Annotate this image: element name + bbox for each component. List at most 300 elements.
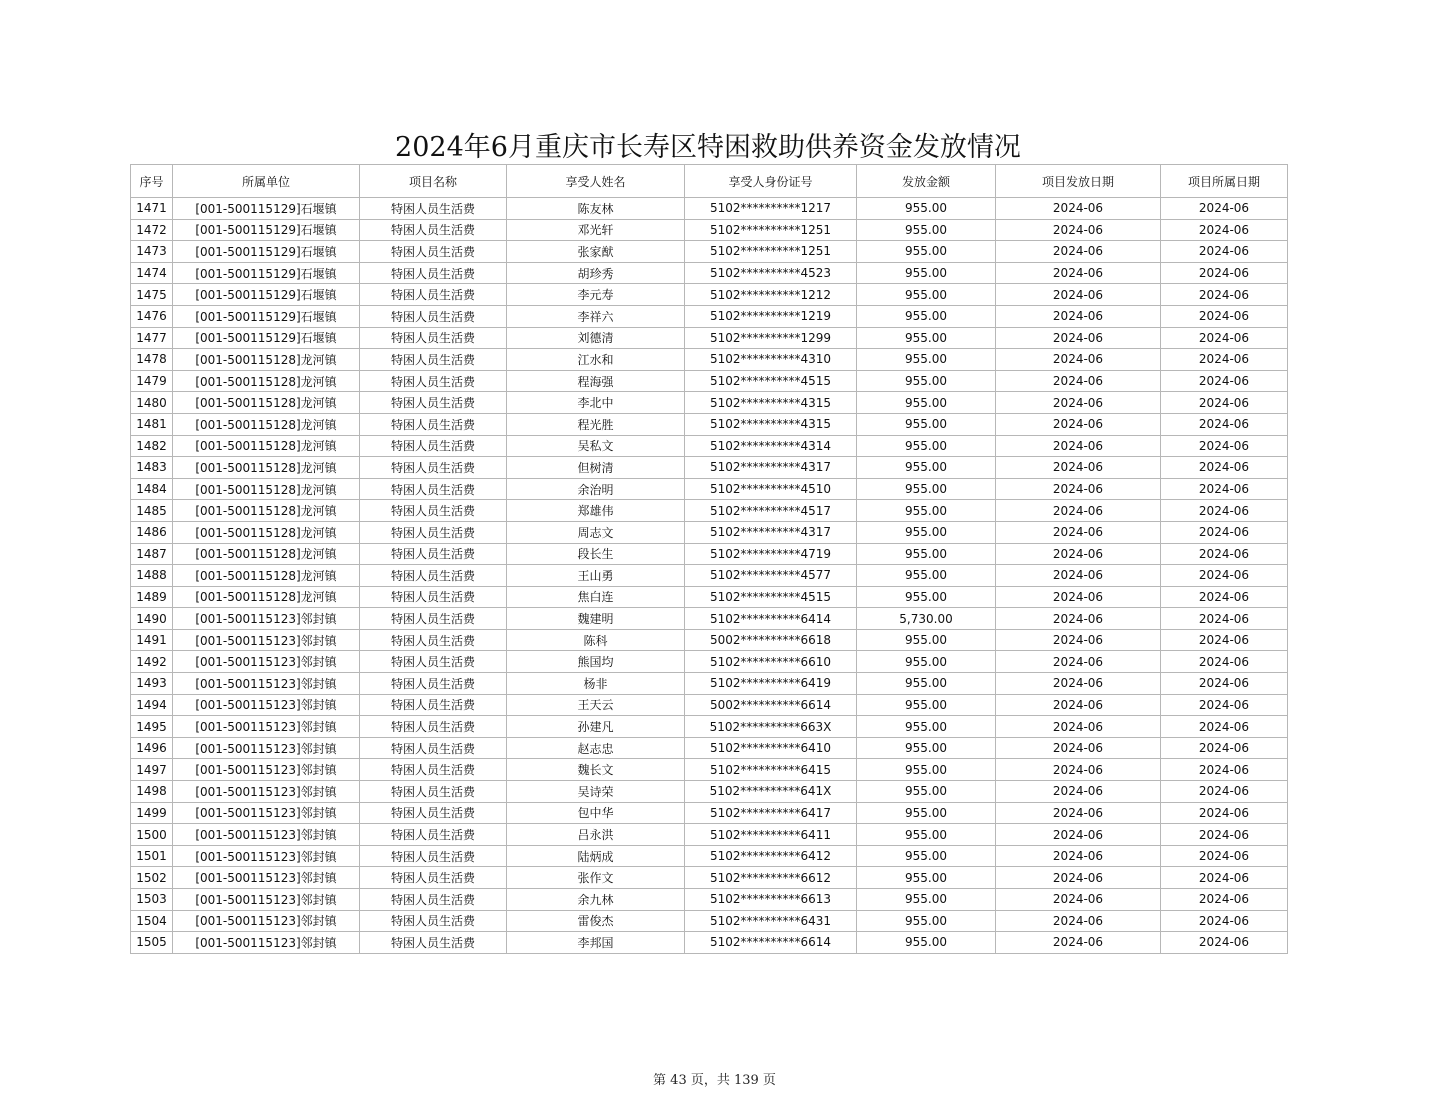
cell-issue-date: 2024-06 [996, 219, 1161, 241]
table-row [131, 673, 1288, 695]
table-row [131, 565, 1288, 587]
cell-recipient-name: 胡珍秀 [507, 262, 685, 284]
cell-recipient-name: 程海强 [507, 370, 685, 392]
cell-serial: 1500 [131, 824, 173, 846]
cell-recipient-name: 陈友林 [507, 198, 685, 220]
table-row [131, 457, 1288, 479]
cell-serial: 1479 [131, 370, 173, 392]
cell-unit: [001-500115128]龙河镇 [173, 500, 360, 522]
cell-recipient-name: 魏长文 [507, 759, 685, 781]
table-row [131, 651, 1288, 673]
cell-serial: 1501 [131, 845, 173, 867]
cell-id-number: 5102**********4315 [685, 413, 857, 435]
cell-amount: 955.00 [857, 802, 996, 824]
cell-amount: 955.00 [857, 370, 996, 392]
cell-issue-date: 2024-06 [996, 327, 1161, 349]
cell-unit: [001-500115129]石堰镇 [173, 305, 360, 327]
cell-issue-date: 2024-06 [996, 521, 1161, 543]
cell-serial: 1498 [131, 781, 173, 803]
cell-period-date: 2024-06 [1161, 305, 1288, 327]
cell-serial: 1477 [131, 327, 173, 349]
table-row [131, 629, 1288, 651]
table-row [131, 327, 1288, 349]
cell-issue-date: 2024-06 [996, 262, 1161, 284]
cell-serial: 1486 [131, 521, 173, 543]
cell-id-number: 5102**********4310 [685, 349, 857, 371]
cell-recipient-name: 郑雄伟 [507, 500, 685, 522]
cell-period-date: 2024-06 [1161, 219, 1288, 241]
table-row [131, 543, 1288, 565]
cell-id-number: 5102**********4577 [685, 565, 857, 587]
cell-period-date: 2024-06 [1161, 889, 1288, 911]
cell-period-date: 2024-06 [1161, 673, 1288, 695]
cell-issue-date: 2024-06 [996, 392, 1161, 414]
cell-amount: 955.00 [857, 219, 996, 241]
cell-issue-date: 2024-06 [996, 500, 1161, 522]
cell-amount: 955.00 [857, 932, 996, 954]
cell-period-date: 2024-06 [1161, 586, 1288, 608]
cell-project: 特困人员生活费 [360, 392, 507, 414]
cell-recipient-name: 吴私文 [507, 435, 685, 457]
cell-issue-date: 2024-06 [996, 457, 1161, 479]
cell-project: 特困人员生活费 [360, 716, 507, 738]
cell-serial: 1493 [131, 673, 173, 695]
header-id-number: 享受人身份证号 [685, 165, 857, 198]
cell-issue-date: 2024-06 [996, 910, 1161, 932]
table-row [131, 716, 1288, 738]
cell-serial: 1494 [131, 694, 173, 716]
cell-period-date: 2024-06 [1161, 370, 1288, 392]
cell-unit: [001-500115123]邻封镇 [173, 608, 360, 630]
cell-project: 特困人员生活费 [360, 694, 507, 716]
cell-period-date: 2024-06 [1161, 802, 1288, 824]
cell-id-number: 5102**********6412 [685, 845, 857, 867]
cell-unit: [001-500115128]龙河镇 [173, 435, 360, 457]
cell-serial: 1503 [131, 889, 173, 911]
cell-period-date: 2024-06 [1161, 198, 1288, 220]
cell-period-date: 2024-06 [1161, 651, 1288, 673]
cell-amount: 5,730.00 [857, 608, 996, 630]
cell-id-number: 5002**********6614 [685, 694, 857, 716]
cell-amount: 955.00 [857, 781, 996, 803]
cell-issue-date: 2024-06 [996, 478, 1161, 500]
table-row [131, 478, 1288, 500]
cell-project: 特困人员生活费 [360, 867, 507, 889]
cell-amount: 955.00 [857, 673, 996, 695]
cell-project: 特困人员生活费 [360, 673, 507, 695]
cell-serial: 1474 [131, 262, 173, 284]
cell-period-date: 2024-06 [1161, 867, 1288, 889]
cell-recipient-name: 余九林 [507, 889, 685, 911]
table-row [131, 586, 1288, 608]
cell-amount: 955.00 [857, 716, 996, 738]
cell-issue-date: 2024-06 [996, 305, 1161, 327]
table-row [131, 694, 1288, 716]
cell-id-number: 5102**********6419 [685, 673, 857, 695]
cell-recipient-name: 包中华 [507, 802, 685, 824]
cell-recipient-name: 杨非 [507, 673, 685, 695]
page-number-footer: 第 43 页，共 139 页 [653, 1073, 776, 1088]
cell-period-date: 2024-06 [1161, 435, 1288, 457]
cell-unit: [001-500115129]石堰镇 [173, 241, 360, 263]
cell-serial: 1492 [131, 651, 173, 673]
cell-serial: 1485 [131, 500, 173, 522]
cell-recipient-name: 周志文 [507, 521, 685, 543]
cell-unit: [001-500115123]邻封镇 [173, 737, 360, 759]
cell-id-number: 5102**********1299 [685, 327, 857, 349]
cell-period-date: 2024-06 [1161, 759, 1288, 781]
cell-serial: 1496 [131, 737, 173, 759]
cell-id-number: 5102**********641X [685, 781, 857, 803]
cell-unit: [001-500115128]龙河镇 [173, 521, 360, 543]
cell-id-number: 5102**********4317 [685, 521, 857, 543]
cell-id-number: 5102**********6614 [685, 932, 857, 954]
cell-id-number: 5102**********4314 [685, 435, 857, 457]
table-row [131, 781, 1288, 803]
cell-serial: 1499 [131, 802, 173, 824]
cell-project: 特困人员生活费 [360, 198, 507, 220]
cell-serial: 1472 [131, 219, 173, 241]
cell-issue-date: 2024-06 [996, 737, 1161, 759]
table-row [131, 802, 1288, 824]
cell-recipient-name: 赵志忠 [507, 737, 685, 759]
cell-id-number: 5102**********663X [685, 716, 857, 738]
cell-unit: [001-500115129]石堰镇 [173, 284, 360, 306]
cell-issue-date: 2024-06 [996, 629, 1161, 651]
cell-id-number: 5102**********4515 [685, 370, 857, 392]
cell-project: 特困人员生活费 [360, 608, 507, 630]
cell-project: 特困人员生活费 [360, 327, 507, 349]
cell-serial: 1490 [131, 608, 173, 630]
cell-serial: 1504 [131, 910, 173, 932]
cell-period-date: 2024-06 [1161, 781, 1288, 803]
cell-issue-date: 2024-06 [996, 608, 1161, 630]
cell-recipient-name: 焦白连 [507, 586, 685, 608]
cell-amount: 955.00 [857, 737, 996, 759]
table-row [131, 198, 1288, 220]
cell-project: 特困人员生活费 [360, 500, 507, 522]
cell-issue-date: 2024-06 [996, 413, 1161, 435]
cell-serial: 1484 [131, 478, 173, 500]
cell-amount: 955.00 [857, 824, 996, 846]
cell-period-date: 2024-06 [1161, 392, 1288, 414]
cell-recipient-name: 王天云 [507, 694, 685, 716]
cell-unit: [001-500115123]邻封镇 [173, 651, 360, 673]
cell-issue-date: 2024-06 [996, 694, 1161, 716]
cell-unit: [001-500115128]龙河镇 [173, 565, 360, 587]
cell-period-date: 2024-06 [1161, 500, 1288, 522]
cell-recipient-name: 李邦国 [507, 932, 685, 954]
cell-project: 特困人员生活费 [360, 478, 507, 500]
cell-recipient-name: 孙建凡 [507, 716, 685, 738]
header-period-date: 项目所属日期 [1161, 165, 1288, 198]
cell-project: 特困人员生活费 [360, 629, 507, 651]
cell-serial: 1502 [131, 867, 173, 889]
cell-unit: [001-500115128]龙河镇 [173, 586, 360, 608]
table-row [131, 845, 1288, 867]
header-recipient-name: 享受人姓名 [507, 165, 685, 198]
document-title: 2024年6月重庆市长寿区特困救助供养资金发放情况 [395, 132, 1021, 163]
cell-project: 特困人员生活费 [360, 932, 507, 954]
cell-recipient-name: 王山勇 [507, 565, 685, 587]
cell-unit: [001-500115129]石堰镇 [173, 262, 360, 284]
cell-recipient-name: 但树清 [507, 457, 685, 479]
cell-issue-date: 2024-06 [996, 845, 1161, 867]
cell-serial: 1505 [131, 932, 173, 954]
cell-issue-date: 2024-06 [996, 716, 1161, 738]
cell-period-date: 2024-06 [1161, 241, 1288, 263]
cell-serial: 1473 [131, 241, 173, 263]
table-row [131, 867, 1288, 889]
cell-unit: [001-500115123]邻封镇 [173, 673, 360, 695]
cell-unit: [001-500115128]龙河镇 [173, 392, 360, 414]
cell-issue-date: 2024-06 [996, 370, 1161, 392]
cell-id-number: 5102**********4317 [685, 457, 857, 479]
cell-issue-date: 2024-06 [996, 759, 1161, 781]
cell-id-number: 5102**********1212 [685, 284, 857, 306]
cell-unit: [001-500115129]石堰镇 [173, 198, 360, 220]
cell-issue-date: 2024-06 [996, 543, 1161, 565]
cell-unit: [001-500115123]邻封镇 [173, 867, 360, 889]
table-header-row [131, 165, 1288, 198]
cell-recipient-name: 张家猷 [507, 241, 685, 263]
cell-period-date: 2024-06 [1161, 413, 1288, 435]
cell-unit: [001-500115128]龙河镇 [173, 478, 360, 500]
cell-period-date: 2024-06 [1161, 478, 1288, 500]
table-row [131, 370, 1288, 392]
cell-serial: 1483 [131, 457, 173, 479]
cell-amount: 955.00 [857, 413, 996, 435]
cell-id-number: 5102**********1251 [685, 219, 857, 241]
header-issue-date: 项目发放日期 [996, 165, 1161, 198]
cell-issue-date: 2024-06 [996, 565, 1161, 587]
cell-unit: [001-500115123]邻封镇 [173, 802, 360, 824]
cell-unit: [001-500115128]龙河镇 [173, 413, 360, 435]
cell-project: 特困人员生活费 [360, 910, 507, 932]
cell-amount: 955.00 [857, 284, 996, 306]
cell-period-date: 2024-06 [1161, 543, 1288, 565]
cell-unit: [001-500115123]邻封镇 [173, 694, 360, 716]
table-row [131, 305, 1288, 327]
cell-period-date: 2024-06 [1161, 521, 1288, 543]
table-row [131, 824, 1288, 846]
cell-amount: 955.00 [857, 694, 996, 716]
cell-project: 特困人员生活费 [360, 305, 507, 327]
cell-amount: 955.00 [857, 565, 996, 587]
table-row [131, 759, 1288, 781]
cell-serial: 1481 [131, 413, 173, 435]
cell-id-number: 5102**********6411 [685, 824, 857, 846]
table-row [131, 284, 1288, 306]
cell-amount: 955.00 [857, 500, 996, 522]
cell-unit: [001-500115129]石堰镇 [173, 219, 360, 241]
cell-project: 特困人员生活费 [360, 586, 507, 608]
cell-project: 特困人员生活费 [360, 457, 507, 479]
header-serial: 序号 [131, 165, 173, 198]
header-project: 项目名称 [360, 165, 507, 198]
cell-id-number: 5102**********4510 [685, 478, 857, 500]
cell-recipient-name: 张作文 [507, 867, 685, 889]
cell-recipient-name: 雷俊杰 [507, 910, 685, 932]
cell-id-number: 5102**********6613 [685, 889, 857, 911]
cell-id-number: 5102**********1251 [685, 241, 857, 263]
cell-amount: 955.00 [857, 198, 996, 220]
cell-amount: 955.00 [857, 349, 996, 371]
cell-amount: 955.00 [857, 392, 996, 414]
disbursement-table [130, 164, 1288, 954]
cell-project: 特困人员生活费 [360, 262, 507, 284]
cell-unit: [001-500115123]邻封镇 [173, 629, 360, 651]
cell-recipient-name: 陈科 [507, 629, 685, 651]
cell-unit: [001-500115123]邻封镇 [173, 932, 360, 954]
cell-recipient-name: 陆炳成 [507, 845, 685, 867]
cell-id-number: 5102**********6414 [685, 608, 857, 630]
cell-project: 特困人员生活费 [360, 802, 507, 824]
cell-issue-date: 2024-06 [996, 651, 1161, 673]
cell-amount: 955.00 [857, 262, 996, 284]
cell-period-date: 2024-06 [1161, 565, 1288, 587]
cell-id-number: 5102**********6610 [685, 651, 857, 673]
cell-period-date: 2024-06 [1161, 932, 1288, 954]
cell-serial: 1478 [131, 349, 173, 371]
cell-recipient-name: 李元寿 [507, 284, 685, 306]
cell-period-date: 2024-06 [1161, 910, 1288, 932]
cell-amount: 955.00 [857, 889, 996, 911]
cell-id-number: 5102**********6612 [685, 867, 857, 889]
cell-recipient-name: 李祥六 [507, 305, 685, 327]
table-row [131, 349, 1288, 371]
cell-unit: [001-500115123]邻封镇 [173, 781, 360, 803]
cell-period-date: 2024-06 [1161, 284, 1288, 306]
cell-issue-date: 2024-06 [996, 889, 1161, 911]
cell-unit: [001-500115123]邻封镇 [173, 845, 360, 867]
cell-amount: 955.00 [857, 910, 996, 932]
cell-project: 特困人员生活费 [360, 370, 507, 392]
table-row [131, 608, 1288, 630]
cell-amount: 955.00 [857, 478, 996, 500]
cell-id-number: 5102**********6431 [685, 910, 857, 932]
cell-amount: 955.00 [857, 586, 996, 608]
table-row [131, 889, 1288, 911]
header-unit: 所属单位 [173, 165, 360, 198]
cell-period-date: 2024-06 [1161, 327, 1288, 349]
cell-period-date: 2024-06 [1161, 824, 1288, 846]
cell-unit: [001-500115123]邻封镇 [173, 716, 360, 738]
table-row [131, 737, 1288, 759]
cell-project: 特困人员生活费 [360, 759, 507, 781]
table-row [131, 241, 1288, 263]
cell-unit: [001-500115129]石堰镇 [173, 327, 360, 349]
cell-recipient-name: 刘德清 [507, 327, 685, 349]
cell-unit: [001-500115123]邻封镇 [173, 759, 360, 781]
table-row [131, 392, 1288, 414]
cell-recipient-name: 程光胜 [507, 413, 685, 435]
cell-project: 特困人员生活费 [360, 435, 507, 457]
cell-issue-date: 2024-06 [996, 673, 1161, 695]
cell-issue-date: 2024-06 [996, 435, 1161, 457]
cell-amount: 955.00 [857, 651, 996, 673]
cell-period-date: 2024-06 [1161, 716, 1288, 738]
cell-serial: 1471 [131, 198, 173, 220]
cell-project: 特困人员生活费 [360, 241, 507, 263]
cell-period-date: 2024-06 [1161, 694, 1288, 716]
cell-project: 特困人员生活费 [360, 543, 507, 565]
cell-project: 特困人员生活费 [360, 781, 507, 803]
cell-recipient-name: 吕永洪 [507, 824, 685, 846]
cell-recipient-name: 邓光轩 [507, 219, 685, 241]
cell-id-number: 5102**********4515 [685, 586, 857, 608]
cell-amount: 955.00 [857, 759, 996, 781]
cell-id-number: 5102**********6410 [685, 737, 857, 759]
cell-amount: 955.00 [857, 241, 996, 263]
cell-project: 特困人员生活费 [360, 845, 507, 867]
cell-recipient-name: 江水和 [507, 349, 685, 371]
table-row [131, 500, 1288, 522]
cell-unit: [001-500115128]龙河镇 [173, 349, 360, 371]
cell-serial: 1491 [131, 629, 173, 651]
cell-unit: [001-500115128]龙河镇 [173, 457, 360, 479]
cell-serial: 1495 [131, 716, 173, 738]
cell-id-number: 5002**********6618 [685, 629, 857, 651]
cell-project: 特困人员生活费 [360, 737, 507, 759]
cell-issue-date: 2024-06 [996, 824, 1161, 846]
cell-amount: 955.00 [857, 845, 996, 867]
header-amount: 发放金额 [857, 165, 996, 198]
table-row [131, 435, 1288, 457]
table-row [131, 932, 1288, 954]
cell-issue-date: 2024-06 [996, 284, 1161, 306]
cell-id-number: 5102**********1219 [685, 305, 857, 327]
table-body [131, 198, 1288, 954]
cell-issue-date: 2024-06 [996, 867, 1161, 889]
cell-amount: 955.00 [857, 457, 996, 479]
cell-period-date: 2024-06 [1161, 629, 1288, 651]
cell-id-number: 5102**********6415 [685, 759, 857, 781]
cell-period-date: 2024-06 [1161, 608, 1288, 630]
table-row [131, 262, 1288, 284]
cell-project: 特困人员生活费 [360, 824, 507, 846]
cell-project: 特困人员生活费 [360, 413, 507, 435]
cell-period-date: 2024-06 [1161, 457, 1288, 479]
cell-id-number: 5102**********4719 [685, 543, 857, 565]
cell-serial: 1482 [131, 435, 173, 457]
cell-issue-date: 2024-06 [996, 586, 1161, 608]
cell-serial: 1497 [131, 759, 173, 781]
cell-serial: 1476 [131, 305, 173, 327]
cell-id-number: 5102**********4517 [685, 500, 857, 522]
cell-unit: [001-500115128]龙河镇 [173, 370, 360, 392]
cell-period-date: 2024-06 [1161, 737, 1288, 759]
table-row [131, 910, 1288, 932]
cell-id-number: 5102**********6417 [685, 802, 857, 824]
cell-unit: [001-500115123]邻封镇 [173, 889, 360, 911]
cell-recipient-name: 吴诗荣 [507, 781, 685, 803]
cell-issue-date: 2024-06 [996, 802, 1161, 824]
cell-amount: 955.00 [857, 629, 996, 651]
cell-unit: [001-500115123]邻封镇 [173, 824, 360, 846]
cell-project: 特困人员生活费 [360, 521, 507, 543]
cell-recipient-name: 余治明 [507, 478, 685, 500]
cell-amount: 955.00 [857, 305, 996, 327]
cell-recipient-name: 熊国均 [507, 651, 685, 673]
cell-serial: 1489 [131, 586, 173, 608]
table-row [131, 413, 1288, 435]
cell-serial: 1487 [131, 543, 173, 565]
cell-amount: 955.00 [857, 867, 996, 889]
cell-id-number: 5102**********1217 [685, 198, 857, 220]
cell-project: 特困人员生活费 [360, 284, 507, 306]
table-row [131, 219, 1288, 241]
